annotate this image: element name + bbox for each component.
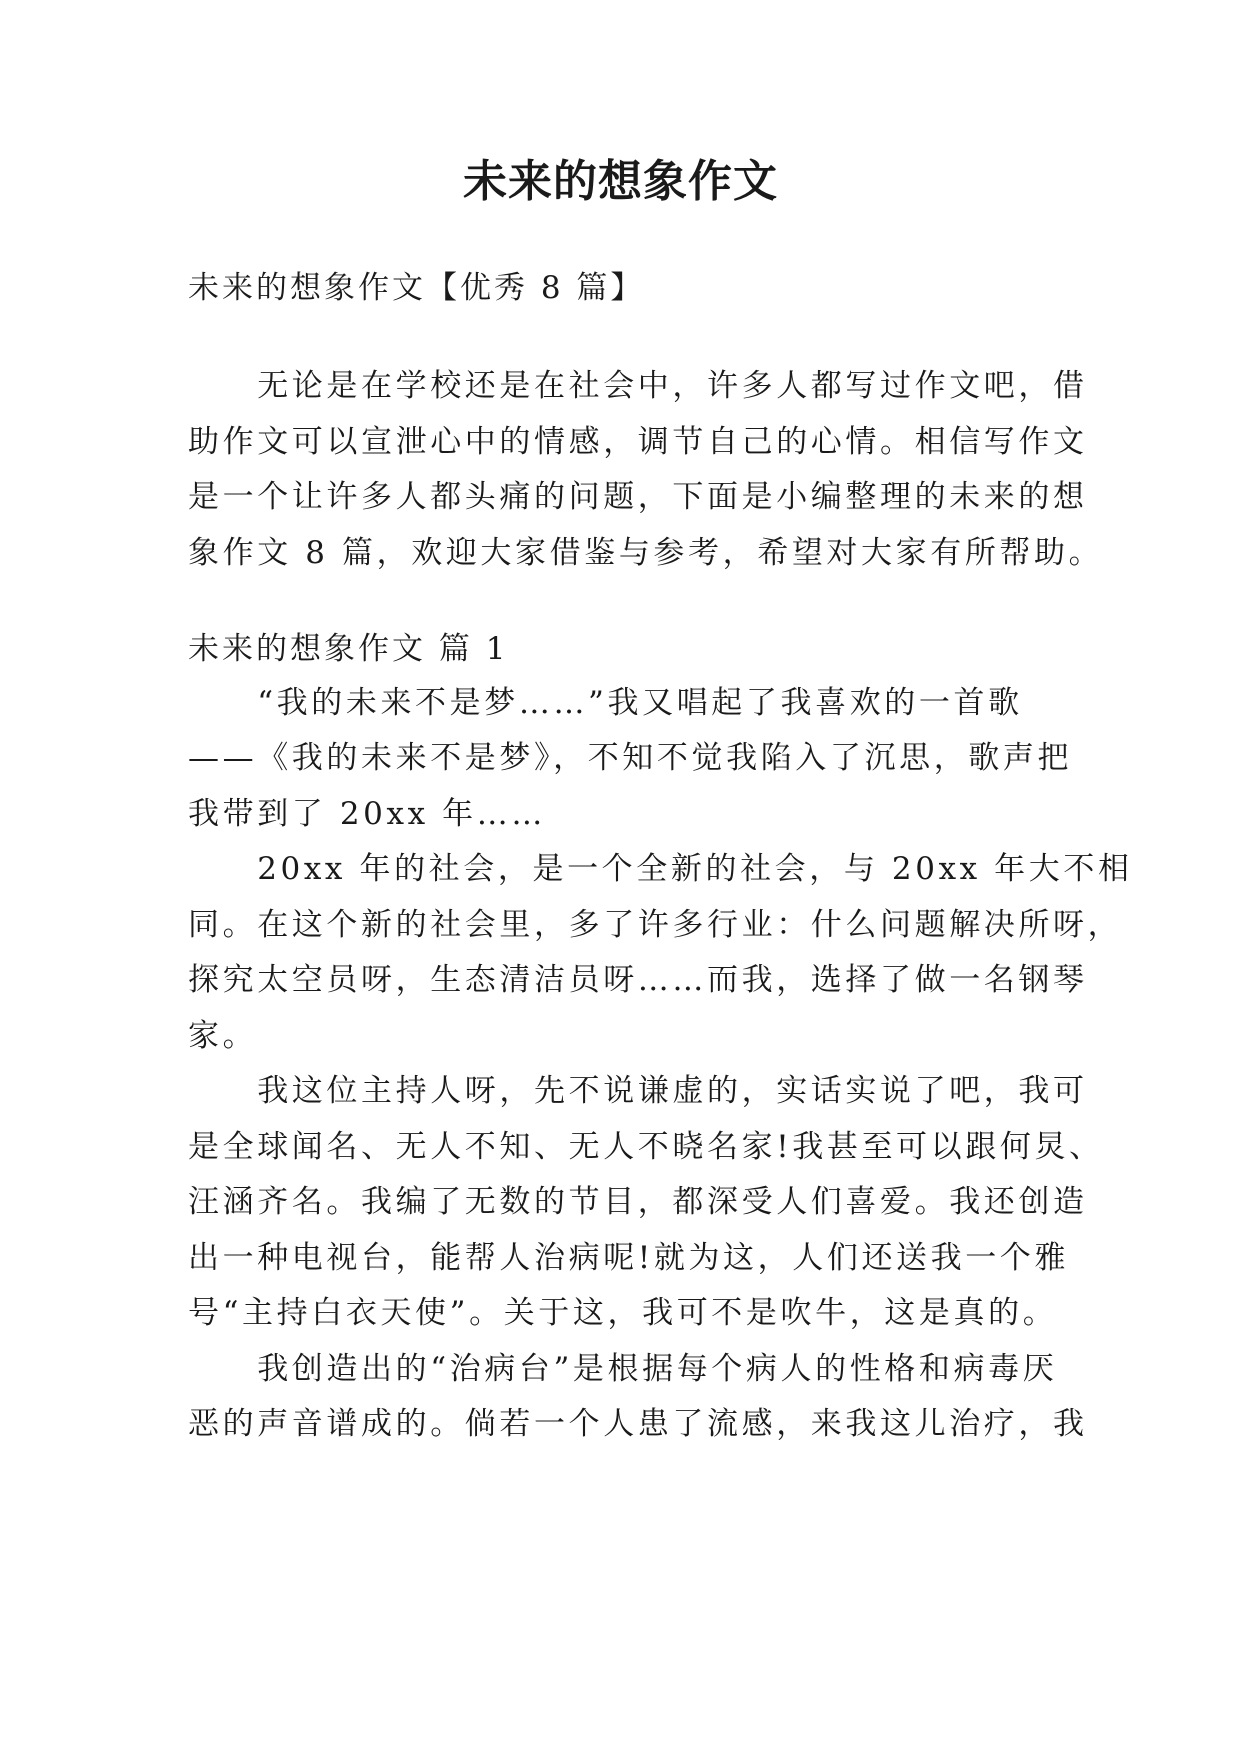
intro-line: 是一个让许多人都头痛的问题，下面是小编整理的未来的想 [188,479,1088,515]
body-line: 家。 [188,1018,258,1054]
body-line: 出一种电视台，能帮人治病呢!就为这，人们还送我一个雅 [188,1240,1070,1276]
body-line: 恶的声音谱成的。倘若一个人患了流感，来我这儿治疗，我 [188,1406,1088,1442]
document-subtitle: 未来的想象作文【优秀 8 篇】 [188,270,645,306]
body-line: 是全球闻名、无人不知、无人不晓名家!我甚至可以跟何炅、 [188,1129,1104,1165]
body-line: 同。在这个新的社会里，多了许多行业：什么问题解决所呀， [188,907,1123,943]
body-line: 20xx 年的社会，是一个全新的社会，与 20xx 年大不相 [188,851,1133,887]
intro-line: 象作文 8 篇，欢迎大家借鉴与参考，希望对大家有所帮助。 [188,535,1104,571]
document-title: 未来的想象作文 [463,156,778,207]
body-line: 我创造出的“治病台”是根据每个病人的性格和病毒厌 [188,1351,1058,1387]
body-line: 我这位主持人呀，先不说谦虚的，实话实说了吧，我可 [188,1073,1088,1109]
body-line: 汪涵齐名。我编了无数的节目，都深受人们喜爱。我还创造 [188,1184,1088,1220]
section-heading: 未来的想象作文 篇 1 [188,631,509,667]
intro-line: 无论是在学校还是在社会中，许多人都写过作文吧，借 [188,368,1088,404]
body-line: 探究太空员呀，生态清洁员呀……而我，选择了做一名钢琴 [188,962,1088,998]
intro-line: 助作文可以宣泄心中的情感，调节自己的心情。相信写作文 [188,424,1088,460]
body-line: ——《我的未来不是梦》，不知不觉我陷入了沉思，歌声把 [188,740,1073,776]
body-line: 号“主持白衣天使”。关于这，我可不是吹牛，这是真的。 [188,1295,1058,1331]
body-line: “我的未来不是梦……”我又唱起了我喜欢的一首歌 [188,685,1023,721]
body-line: 我带到了 20xx 年…… [188,796,546,832]
